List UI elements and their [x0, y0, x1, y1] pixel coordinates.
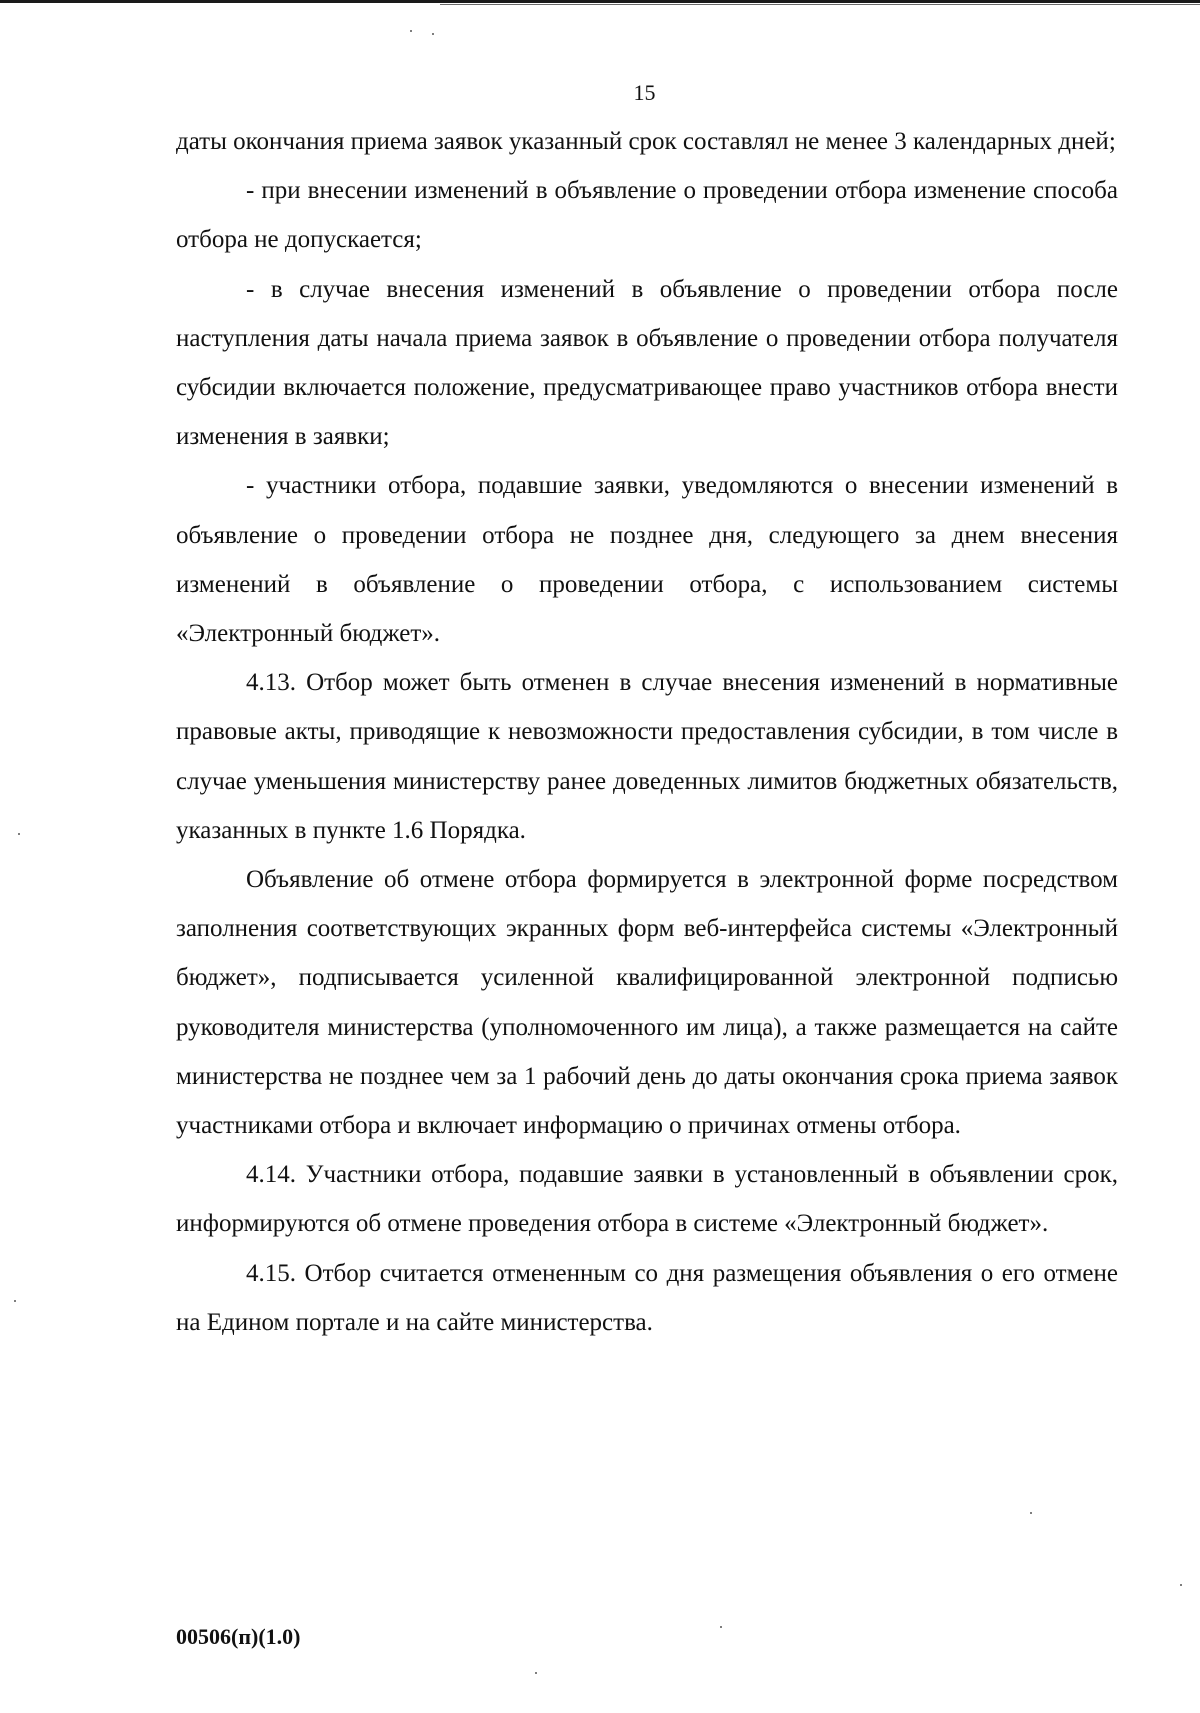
paragraph-selection-method: - при внесении изменений в объявление о проведении отбора изменение способа отбора не допускается;	[176, 177, 1118, 254]
scan-speck	[1030, 1512, 1032, 1514]
scan-speck	[1180, 1584, 1182, 1586]
scan-speck	[14, 1300, 16, 1302]
paragraph-4-13: 4.13. Отбор может быть отменен в случае внесения изменений в нормативные правовые акты, приводящие к невозможности предоставления субсидии, в том числе в случае уменьшения министерству ранее доведенных лимитов бюджетных обязательств, указанных в пункте 1.6 Порядка.	[176, 669, 1118, 844]
scan-top-border-faint	[440, 4, 1200, 5]
scan-speck	[535, 1672, 537, 1674]
document-body	[176, 117, 1118, 1347]
paragraph-deadline-continuation: даты окончания приема заявок указанный срок составлял не менее 3 календарных дней;	[176, 128, 1116, 155]
paragraph-participant-notification: - участники отбора, подавшие заявки, уведомляются о внесении изменений в объявление о проведении отбора не позднее дня, следующего за днем внесения изменений в объявление о проведении отбора, с использованием системы «Электронный бюджет».	[176, 472, 1118, 648]
paragraph-4-14: 4.14. Участники отбора, подавшие заявки в установленный в объявлении срок, информируются об отмене проведения отбора в системе «Электронный бюджет».	[176, 1161, 1118, 1238]
page-number: 15	[633, 80, 656, 105]
document-code: 00506(п)(1.0)	[176, 1624, 301, 1649]
scan-speck	[720, 1626, 722, 1628]
scan-speck	[410, 30, 412, 32]
scan-top-border	[0, 0, 1200, 3]
scan-speck	[18, 833, 20, 835]
paragraph-4-15: 4.15. Отбор считается отмененным со дня размещения объявления о его отмене на Едином портале и на сайте министерства.	[176, 1259, 1118, 1336]
paragraph-cancellation-announcement: Объявление об отмене отбора формируется в электронной форме посредством заполнения соответствующих экранных форм веб-интерфейса системы «Электронный бюджет», подписывается усиленной квалифицированной электронной подписью руководителя министерства (уполномоченного им лица), а также размещается на сайте министерства не позднее чем за 1 рабочий день до даты окончания срока приема заявок участниками отбора и включает информацию о причинах отмены отбора.	[176, 866, 1118, 1140]
scan-speck	[432, 33, 434, 35]
paragraph-change-after-start: - в случае внесения изменений в объявление о проведении отбора после наступления даты начала приема заявок в объявление о проведении отбора получателя субсидии включается положение, предусматривающее право участников отбора внести изменения в заявки;	[176, 275, 1118, 451]
